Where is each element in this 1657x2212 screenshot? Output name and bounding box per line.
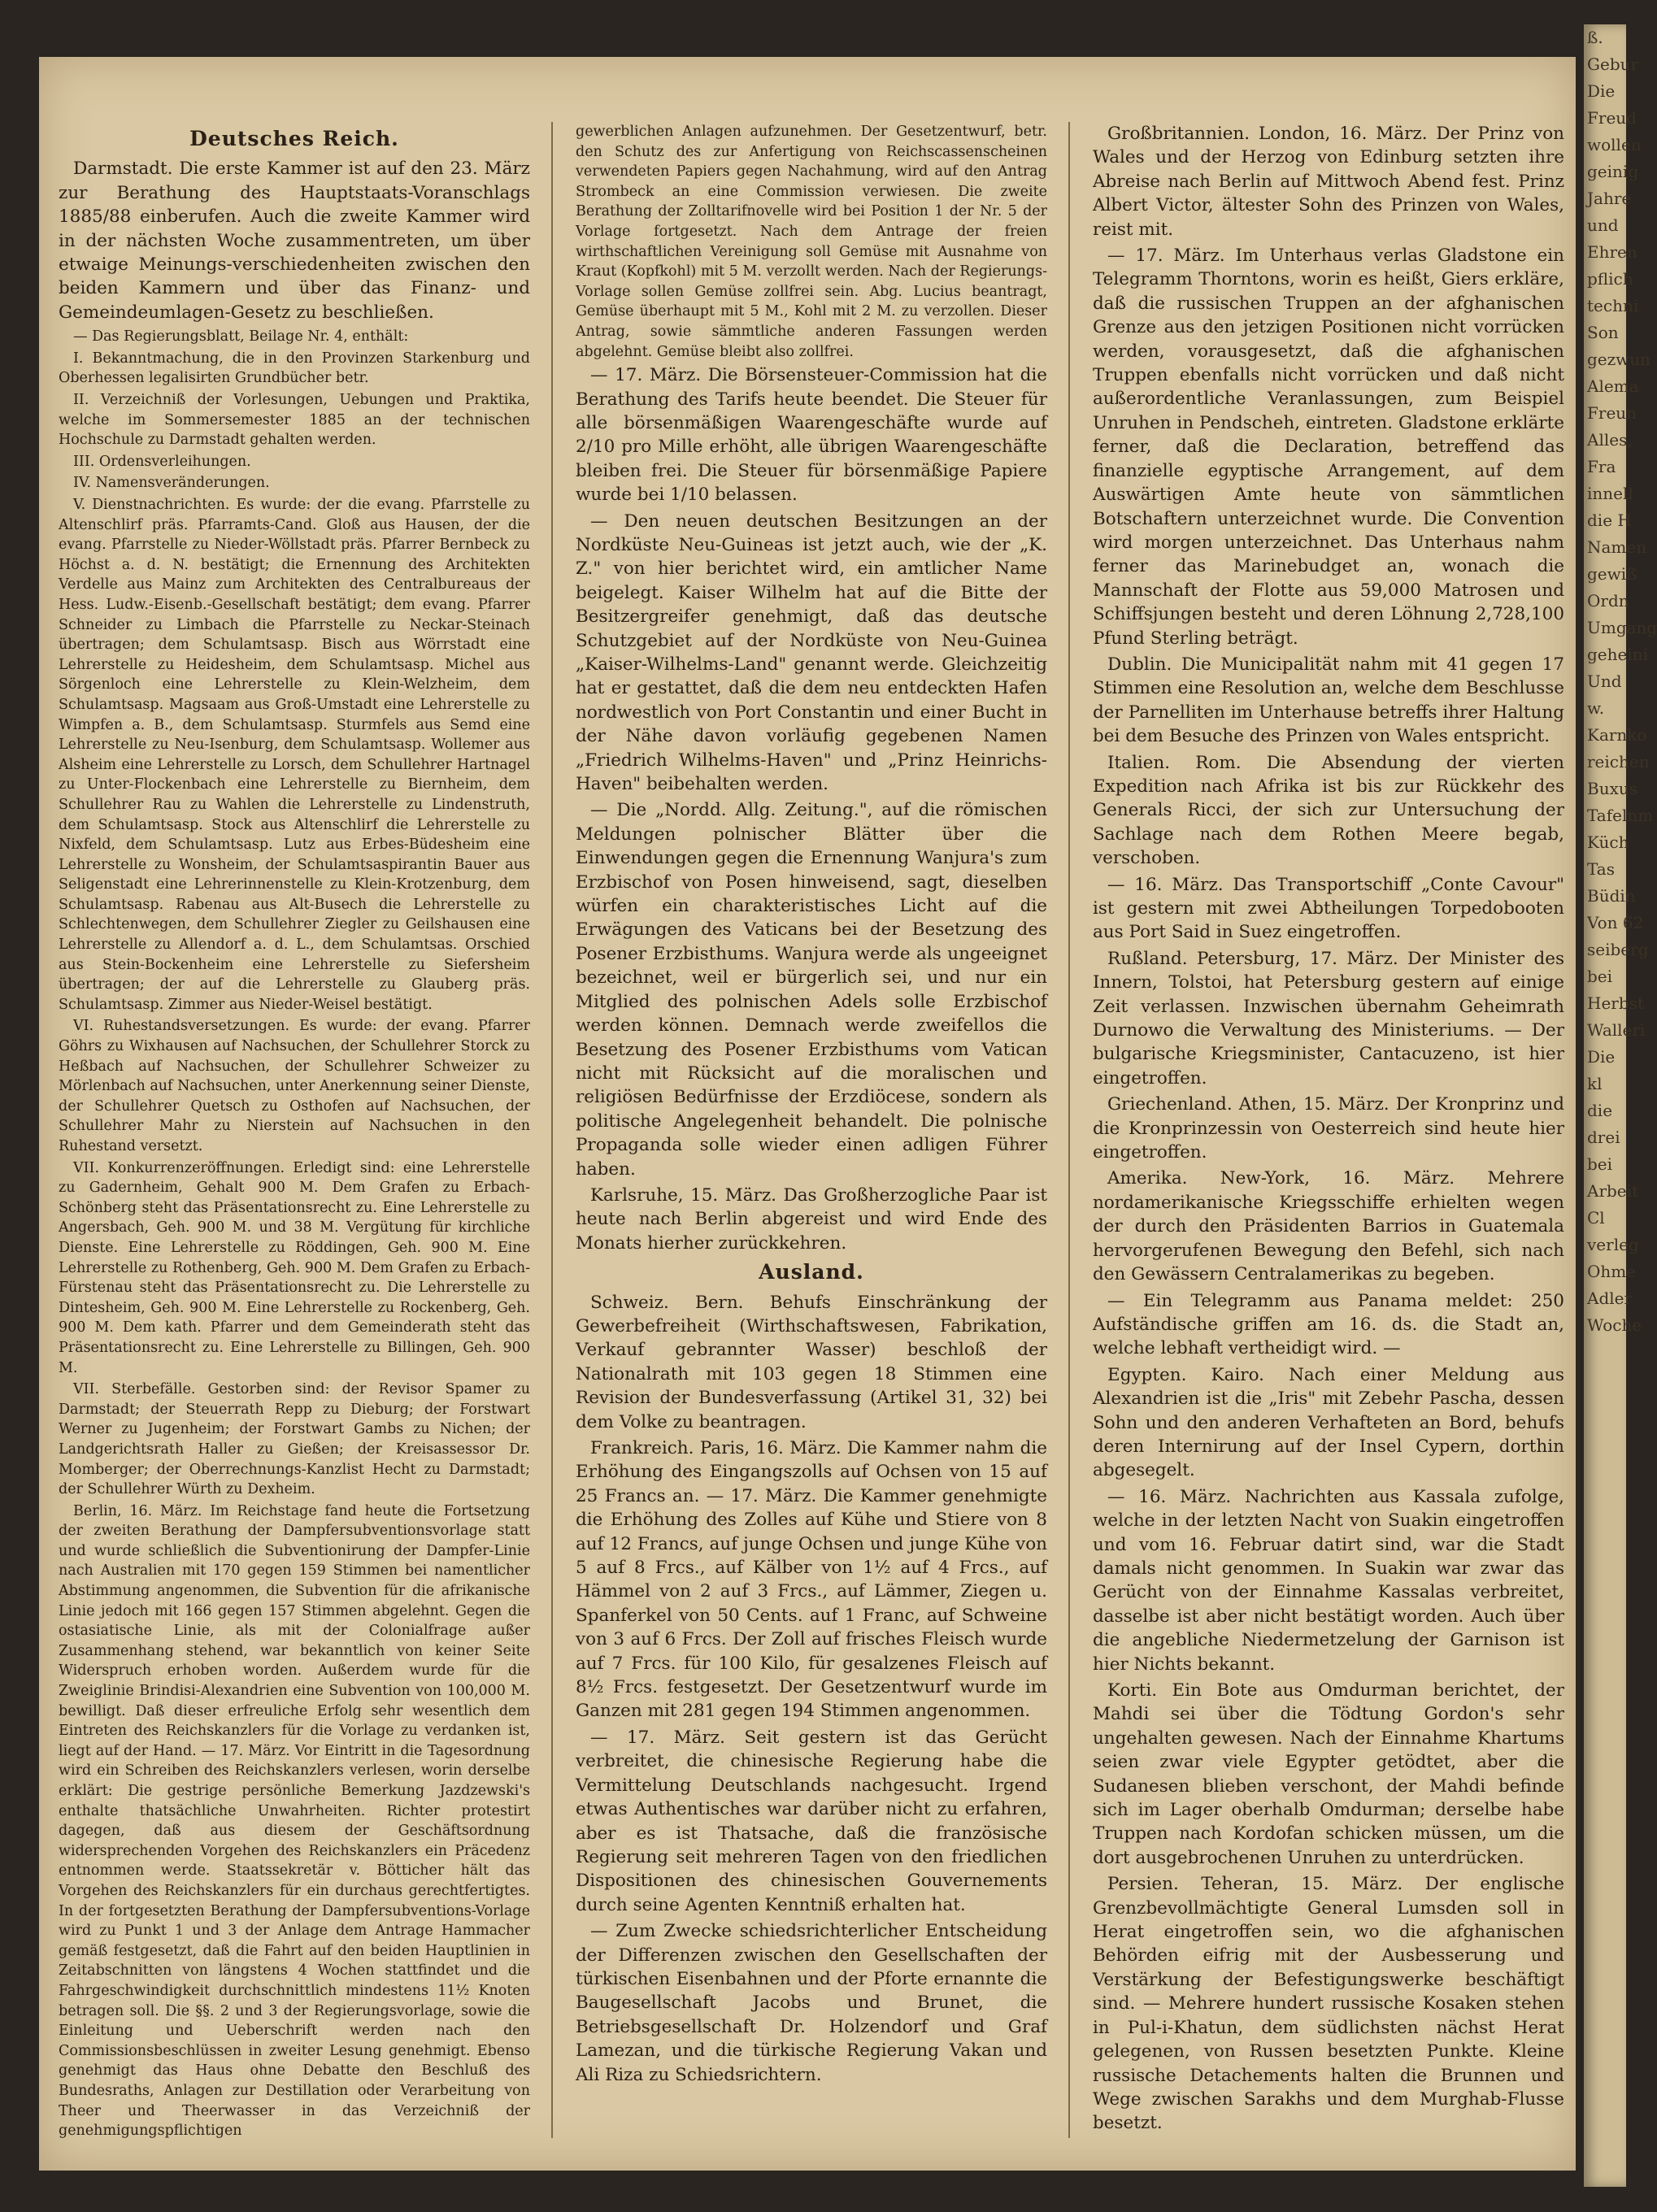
next-page-fragment: Herbst	[1587, 993, 1644, 1013]
next-page-fragment: Woche	[1587, 1315, 1642, 1335]
next-page-fragment: bei	[1587, 1154, 1613, 1174]
article-paragraph: Korti. Ein Bote aus Omdurman berichtet, der Mahdi sei über die Tödtung Gordon's sehr ungehalten gewesen. Nach der Einnahme Khartums seien zwar viele Egypter getödtet, aber die Sudanesen blieben verschont, der Mahdi befinde sich im Lager oberhalb Omdurman; derselbe habe Truppen nach Kordofan schicken müssen, um die dort ausgebrochenen Unruhen zu unterdrücken.	[1093, 1680, 1564, 1868]
section-heading-deutsches-reich: Deutsches Reich.	[189, 127, 399, 150]
article-paragraph: — Den neuen deutschen Besitzungen an der Nordküste Neu-Guineas ist jetzt auch, wie der „K. Z." von hier berichtet wird, ein amtlicher Name beigelegt. Kaiser Wilhelm hat auf die Bitte der Besitzergreifer genehmigt, daß das deutsche Schutzgebiet auf der Nordküste von Neu-Guinea „Kaiser-Wilhelms-Land" genannt werde. Gleichzeitig hat er gestattet, daß die dem neu entdeckten Hafen nordwestlich von Port Constantin und einer Bucht in der Nähe davon vorläufig gegebenen Namen „Friedrich Wilhelms-Haven" und „Prinz Heinrichs-Haven" beibehalten werden.	[576, 511, 1047, 795]
article-paragraph: — 17. März. Die Börsensteuer-Commission hat die Berathung des Tarifs heute beendet. Die Steuer für alle börsenmäßigen Waarengeschäfte wurde auf 2/10 pro Mille erhöht, alle übrigen Waarengeschäfte bleiben frei. Die Steuer für börsenmäßige Papiere wurde bei 1/10 belassen.	[576, 365, 1047, 506]
small-paragraph: I. Bekanntmachung, die in den Provinzen Starkenburg und Oberhessen legalisirten Grundbücher betr.	[59, 350, 530, 387]
article-paragraph: Italien. Rom. Die Absendung der vierten Expedition nach Afrika ist bis zur Rückkehr des Generals Ricci, der sich zur Untersuchung der Sachlage nach dem Rothen Meere begab, verschoben.	[1093, 752, 1564, 869]
next-page-fragment: geheini	[1587, 645, 1649, 664]
next-page-fragment: Büdin	[1587, 886, 1636, 906]
column-right	[1093, 122, 1564, 2138]
next-page-fragment: Freud	[1587, 108, 1637, 128]
small-paragraph: VI. Ruhestandsversetzungen. Es wurde: der evang. Pfarrer Göhrs zu Wixhausen auf Nachsuchen, der Schullehrer Storck zu Heßbach auf Nachsuchen, der Schullehrer Schweizer zu Mörlenbach auf Nachsuchen, unter Anerkennung seiner Dienste, der Schullehrer Quetsch zu Osthofen auf Nachsuchen, der Schullehrer Mahr zu Nierstein auf Nachsuchen in den Ruhestand versetzt.	[59, 1018, 530, 1154]
column-rule	[551, 122, 553, 2138]
article-paragraph: Amerika. New-York, 16. März. Mehrere nordamerikanische Kriegsschiffe erhielten wegen der durch den Präsidenten Barrios in Guatemala hervorgerufenen Bewegung den Befehl, sich nach den Gewässern Centralamerikas zu begeben.	[1093, 1168, 1564, 1285]
next-page-fragment: die	[1587, 1101, 1613, 1120]
article-paragraph: Dublin. Die Municipalität nahm mit 41 gegen 17 Stimmen eine Resolution an, welche dem Beschlusse der Parnelliten im Unterhause betreffs ihrer Haltung bei dem Besuche des Prinzen von Wales entspricht.	[1093, 654, 1564, 747]
article-paragraph: — Zum Zwecke schiedsrichterlicher Entscheidung der Differenzen zwischen den Gesellschaften der türkischen Eisenbahnen und der Pforte ernannte die Baugesellschaft Jacobs und Brunet, die Betriebsgesellschaft Dr. Holzendorf und Graf Lamezan, und die türkische Regierung Vakan und Ali Riza zu Schiedsrichtern.	[576, 1921, 1047, 2085]
next-page-fragment: die H	[1587, 511, 1632, 530]
next-page-fragment: Tafelnm	[1587, 806, 1654, 825]
next-page-fragment: bei	[1587, 967, 1613, 986]
article-paragraph: — 16. März. Nachrichten aus Kassala zufolge, welche in der letzten Nacht von Suakin eingetroffen und vom 16. Februar datirt sind, war die Stadt damals nicht genommen. In Suakin war zwar das Gerücht von der Einnahme Kassalas verbreitet, dasselbe ist aber nicht bestätigt worden. Auch über die angebliche Niedermetzelung der Garnison ist hier Nichts bekannt.	[1093, 1486, 1564, 1675]
reichstag-continuation	[576, 122, 1047, 362]
next-page-fragment: Arbeit	[1587, 1181, 1639, 1201]
section-heading-ausland: Ausland.	[759, 1260, 864, 1284]
next-page-fragment: Umgang	[1587, 618, 1657, 637]
next-page-fragment: pflich	[1587, 269, 1633, 289]
next-page-fragment: Und	[1587, 671, 1622, 691]
small-paragraph: Berlin, 16. März. Im Reichstage fand heute die Fortsetzung der zweiten Berathung der Dampfersubventionsvorlage statt und wurde schließlich die Subventionirung der Dampfer-Linie nach Australien mit 170 gegen 159 Stimmen bei namentlicher Abstimmung angenommen, die Subvention für die afrikanische Linie jedoch mit 166 gegen 157 Stimmen abgelehnt. Gegen die ostasiatische Linie, als mit der Colonialfrage außer Zusammenhang stehend, war bekanntlich von keiner Seite Widerspruch erhoben worden. Außerdem wurde für die Zweiglinie Brindisi-Alexandrien eine Subvention von 100,000 M. bewilligt. Daß dieser erfreuliche Erfolg sehr wesentlich dem Eintreten des Reichskanzlers für die Vorlage zu verdanken ist, liegt auf der Hand. — 17. März. Vor Eintritt in die Tagesordnung wird ein Schreiben des Reichskanzlers verlesen, worin derselbe erklärt: Die gestrige persönliche Bemerkung Jazdzewski's enthalte thatsächliche Unwahrheiten. Richter protestirt dagegen, daß aus diesem der Geschäftsordnung widersprechenden Vorgehen des Reichskanzlers ein Präcedenz entnommen werde. Staatssekretär v. Bötticher hält das Vorgehen des Reichskanzlers für ein durchaus gerechtfertigtes. In der fortgesetzten Berathung der Dampfersubventions-Vorlage wird zu Punkt 1 und 3 der Anlage dem Antrage Hammacher gemäß festgesetzt, daß die Fahrt auf den beiden Hauptlinien in Zeitabschnitten von längstens 4 Wochen stattfindet und die Fahrgeschwindigkeit durchschnittlich mindestens 11½ Knoten betragen soll. Die §§. 2 und 3 der Regierungsvorlage, sowie die Einleitung und Ueberschrift werden nach den Commissionsbeschlüssen in zweiter Lesung genehmigt. Ebenso genehmigt das Haus ohne Debatte den Beschluß des Bundesraths, Anlagen zur Destillation oder Verarbeitung von Theer und Theerwasser in das Verzeichniß der genehmigungspflichtigen	[59, 1502, 530, 2140]
next-page-fragment: Von 62	[1587, 913, 1644, 932]
article-paragraph: — 16. März. Das Transportschiff „Conte Cavour" ist gestern mit zwei Abtheilungen Torpedobooten aus Port Said in Suez eingetroffen.	[1093, 874, 1564, 943]
small-paragraph: II. Verzeichniß der Vorlesungen, Uebungen und Praktika, welche im Sommersemester 1885 an der technischen Hochschule zu Darmstadt gehalten werden.	[59, 392, 530, 449]
next-page-fragment: Karnko	[1587, 725, 1647, 745]
article-paragraph: Rußland. Petersburg, 17. März. Der Minister des Innern, Tolstoi, hat Petersburg gestern auf einige Zeit verlassen. Inzwischen übernahm Geheimrath Durnowo die Verwaltung des Ministeriums. — Der bulgarische Kriegsminister, Cantacuzeno, ist hier eingetroffen.	[1093, 948, 1564, 1089]
next-page-fragment: wollen	[1587, 135, 1642, 154]
next-page-fragment: w.	[1587, 698, 1605, 718]
next-page-fragment: Die	[1587, 81, 1616, 101]
next-page-edge	[1584, 24, 1657, 2187]
article-paragraph: — Die „Nordd. Allg. Zeitung.", auf die römischen Meldungen polnischer Blätter über die Einwendungen gegen die Ernennung Wanjura's zum Erzbischof von Posen hinweisend, sagt, dieselben würfen ein charakteristisches Licht auf die Erwägungen des Vaticans bei der Besetzung des Posener Erzbisthums. Wanjura werde als ungeeignet bezeichnet, weil er bürgerlich sei, und nur ein Mitglied des polnischen Adels solle Erzbischof werden können. Demnach werde zweifellos die Besetzung des Posener Erzbisthums vom Vatican nicht mit Rücksicht auf die moralischen und religiösen Bedürfnisse der Erzdiöcese, sondern als politische Angelegenheit behandelt. Die polnische Propaganda solle wieder einen adligen Führer haben.	[576, 800, 1047, 1180]
next-page-fragment: seiberg	[1587, 940, 1649, 959]
next-page-fragment: Tas	[1587, 859, 1615, 879]
next-page-fragment: Walleri	[1587, 1020, 1646, 1040]
column-middle	[576, 122, 1047, 2138]
next-page-fragment: Gebur	[1587, 54, 1639, 74]
next-page-fragment: Buxus	[1587, 779, 1638, 798]
next-page-fragment: Die	[1587, 1047, 1616, 1067]
small-paragraph: VII. Konkurrenzeröffnungen. Erledigt sind: eine Lehrerstelle zu Gadernheim, Gehalt 900 M. Dem Grafen zu Erbach-Schönberg steht das Präsentationsrecht zu. Eine Lehrerstelle zu Angersbach, Geh. 900 M. und 38 M. Vergütung für kirchliche Dienste. Eine Lehrerstelle zu Röddingen, Geh. 900 M. Eine Lehrerstelle zu Rothenberg, Geh. 900 M. Dem Grafen zu Erbach-Fürstenau steht das Präsentationsrecht zu. Die Lehrerstelle zu Dintesheim, Geh. 900 M. Eine Lehrerstelle zu Rockenberg, Geh. 900 M. Dem kath. Pfarrer und dem Gemeinderath steht das Präsentationsrecht zu. Eine Lehrerstelle zu Billingen, Geh. 900 M.	[59, 1159, 530, 1376]
next-page-fragment: geinig	[1587, 162, 1639, 181]
small-paragraph: IV. Namensveränderungen.	[73, 475, 270, 492]
next-page-fragment: Ordn	[1587, 591, 1629, 611]
next-page-fragment: Küch	[1587, 832, 1629, 852]
next-page-fragment: Son	[1587, 323, 1619, 342]
next-page-fragment: Ohme	[1587, 1262, 1637, 1281]
next-page-fragment: gewiß	[1587, 564, 1637, 584]
next-page-fragment: kl	[1587, 1074, 1603, 1093]
article-paragraph: Schweiz. Bern. Behufs Einschränkung der Gewerbefreiheit (Wirthschaftswesen, Fabrikation, Verkauf gebrannter Wasser) beschloß der Nationalrath mit 103 gegen 18 Stimmen eine Revision der Bundesverfassung (Artikel 31, 32) bei dem Volke zu beantragen.	[576, 1292, 1047, 1432]
next-page-fragment: Cl	[1587, 1208, 1605, 1228]
next-page-fragment: Namen	[1587, 537, 1647, 557]
article-paragraph: Frankreich. Paris, 16. März. Die Kammer nahm die Erhöhung des Eingangszolls auf Ochsen von 15 auf 25 Francs an. — 17. März. Die Kammer genehmigte die Erhöhung des Zolles auf Kühe und Stiere von 8 auf 12 Francs, auf junge Ochsen und junge Kühe von 5 auf 8 Frcs., auf Kälber von 1½ auf 4 Frcs., auf Hämmel von 2 auf 3 Frcs., auf Lämmer, Ziegen u. Spanferkel von 50 Cents. auf 1 Franc, auf Schweine von 3 auf 6 Frcs. Der Zoll auf frisches Fleisch wurde auf 7 Frcs. für 100 Kilo, für gesalzenes Fleisch auf 8½ Frcs. festgesetzt. Der Gesetzentwurf wurde im Ganzen mit 281 gegen 194 Stimmen angenommen.	[576, 1438, 1047, 1722]
small-paragraph: V. Dienstnachrichten. Es wurde: der die evang. Pfarrstelle zu Altenschlirf präs. Pfarramts-Cand. Gloß aus Hausen, der die evang. Pfarrstelle zu Nieder-Wöllstadt präs. Pfarrer Bernbeck zu Höchst a. d. N. bestätigt; die Ernennung des Architekten Verdelle aus Mainz zum Architekten des Centralbureaus der Hess. Ludw.-Eisenb.-Gesellschaft bestätigt; dem evang. Pfarrer Schneider zu Limbach die Pfarrstelle zu Neckar-Steinach übertragen; dem Schulamtsasp. Bisch aus Wörrstadt eine Lehrerstelle zu Heidesheim, dem Schulamtsasp. Michel aus Sörgenloch eine Lehrerstelle zu Klein-Welzheim, dem Schulamtsasp. Magsaam aus Groß-Umstadt eine Lehrerstelle zu Wimpfen a. B., dem Schulamtsasp. Sturmfels aus Semd eine Lehrerstelle zu Neu-Isenburg, dem Schulamtsasp. Wollemer aus Alsheim eine Lehrerstelle zu Lorsch, dem Schullehrer Hartnagel zu Unter-Flockenbach eine Lehrerstelle zu Biernheim, dem Schullehrer Rau zu Wahlen die Lehrerstelle zu Lindenstruth, dem Schulamtsasp. Stock aus Altenschlirf die Lehrerstelle zu Nixfeld, dem Schulamtsasp. Lutz aus Erbes-Büdesheim eine Lehrerstelle zu Wonsheim, der Schulamtsaspirantin Bauer aus Seligenstadt eine Lehrerinnenstelle zu Klein-Krotzenburg, dem Schulamtsasp. Rabenau aus Alt-Busech die Lehrerstelle zu Schlechtenwegen, dem Schullehrer Ziegler zu Geilshausen eine Lehrerstelle zu Allendorf a. d. L., dem Schulamtsas. Orschied aus Stein-Bockenheim eine Lehrerstelle zu Siefersheim übertragen; der auf die Lehrerstelle zu Glauberg präs. Schulamtsasp. Zimmer aus Nieder-Weisel bestätigt.	[59, 497, 530, 1013]
next-page-fragment: reichen	[1587, 752, 1650, 771]
next-page-fragment: ß.	[1587, 28, 1603, 47]
next-page-fragment: innell	[1587, 484, 1633, 503]
next-page-fragment: drei	[1587, 1128, 1620, 1147]
next-page-fragment: Jahre	[1587, 189, 1632, 208]
small-paragraph: — Das Regierungsblatt, Beilage Nr. 4, enthält:	[73, 328, 409, 345]
next-page-fragment: Fra	[1587, 457, 1616, 476]
next-page-fragment: und	[1587, 215, 1619, 235]
small-paragraph: III. Ordensverleihungen.	[73, 453, 251, 470]
small-paragraph: gewerblichen Anlagen aufzunehmen. Der Gesetzentwurf, betr. den Schutz des zur Anfertigung von Reichscassenscheinen verwendeten Papiers gegen Nachahmung, wird auf den Antrag Strombeck an eine Commission verwiesen. Die zweite Berathung der Zolltarifnovelle wird bei Position 1 der Nr. 5 der Vorlage fortgesetzt. Nach dem Antrage der freien wirthschaftlichen Vereinigung soll Gemüse mit Ausnahme von Kraut (Kopfkohl) mit 5 M. verzollt werden. Nach der Regierungs-Vorlage sollen Gemüse zollfrei sein. Abg. Lucius beantragt, Gemüse überhaupt mit 5 M., Kohl mit 2 M. zu verzollen. Dieser Antrag, sowie sämmtliche anderen Fassungen werden abgelehnt. Gemüse bleibt also zollfrei.	[576, 124, 1047, 360]
next-page-fragment: Freun	[1587, 403, 1637, 423]
regierungsblatt-block	[59, 327, 530, 2140]
article-paragraph: — 17. März. Seit gestern ist das Gerücht verbreitet, die chinesische Regierung habe die Vermittelung Deutschlands nachgesucht. Irgend etwas Authentisches war darüber nicht zu erfahren, aber es ist Thatsache, daß die französische Regierung seit mehreren Tagen von den friedlichen Dispositionen des chinesischen Gouvernements durch seine Agenten Kenntniß erhalten hat.	[576, 1727, 1047, 1915]
article-paragraph: — Ein Telegramm aus Panama meldet: 250 Aufständische griffen am 16. ds. die Stadt an, welche lebhaft vertheidigt wird. —	[1093, 1290, 1564, 1359]
next-page-fragment: Alles,	[1587, 430, 1633, 450]
article-paragraph: Persien. Teheran, 15. März. Der englische Grenzbevollmächtigte General Lumsden soll in Herat eingetroffen sein, wo die afghanischen Behörden eifrig mit der Ausbesserung und Verstärkung der Befestigungswerke beschäftigt sind. — Mehrere hundert russische Kosaken stehen in Pul-i-Khatun, dem südlichsten nächst Herat gelegenen, von Russen besetzten Punkte. Kleine russische Detachements halten die Brunnen und Wege zwischen Sarakhs und dem Murghab-Flusse besetzt.	[1093, 1874, 1564, 2134]
next-page-fragment: Alema	[1587, 376, 1639, 396]
article-paragraph: Griechenland. Athen, 15. März. Der Kronprinz und die Kronprinzessin von Oesterreich sind heute hier eingetroffen.	[1093, 1094, 1564, 1163]
article-paragraph: Karlsruhe, 15. März. Das Großherzogliche Paar ist heute nach Berlin abgereist und wird Ende des Monats hierher zurückkehren.	[576, 1184, 1047, 1254]
column-left	[59, 122, 530, 2138]
newspaper-page	[39, 57, 1576, 2171]
column-rule	[1068, 122, 1070, 2138]
article-paragraph: Egypten. Kairo. Nach einer Meldung aus Alexandrien ist die „Iris" mit Zebehr Pascha, dessen Sohn und den anderen Verhafteten an Bord, behufs deren Internirung auf der Insel Cypern, dorthin abgesegelt.	[1093, 1364, 1564, 1481]
article-paragraph: Darmstadt. Die erste Kammer ist auf den 23. März zur Berathung des Hauptstaats-Voranschlags 1885/88 einberufen. Auch die zweite Kammer wird in der nächsten Woche zusammentreten, um über etwaige Meinungs-verschiedenheiten zwischen den beiden Kammern und über das Finanz- und Gemeindeumlagen-Gesetz zu beschließen.	[59, 159, 530, 323]
next-page-fragment: Ehren	[1587, 242, 1637, 262]
small-paragraph: VII. Sterbefälle. Gestorben sind: der Revisor Spamer zu Darmstadt; der Steuerrath Repp zu Dieburg; der Forstwart Werner zu Jugenheim; der Forstwart Gambs zu Nichen; der Landgerichtsrath Haller zu Gießen; der Kreisassessor Dr. Momberger; der Oberrechnungs-Kanzlist Hecht zu Darmstadt; der Schullehrer Würth zu Dexheim.	[59, 1381, 530, 1498]
next-page-fragment: gezwun	[1587, 350, 1651, 369]
next-page-fragment: Adler	[1587, 1289, 1633, 1308]
article-paragraph: — 17. März. Im Unterhaus verlas Gladstone ein Telegramm Thorntons, worin es heißt, Giers erkläre, daß die russischen Truppen an der afghanischen Grenze aus den jetzigen Positionen nicht vorrücken werden, vorausgesetzt, daß die afghanischen Truppen ebenfalls nicht vorrücken und daß nicht außerordentliche Veranlassungen, zum Beispiel Unruhen in Pendscheh, eintreten. Gladstone erklärte ferner, daß die Declaration, betreffend das finanzielle egyptische Arrangement, auf dem Auswärtigen Amte heute von sämmtlichen Botschaftern unterzeichnet wurde. Die Convention wird morgen unterzeichnet. Das Unterhaus nahm ferner das Marinebudget an, wonach die Mannschaft der Flotte aus 59,000 Matrosen und Schiffsjungen besteht und deren Löhnung 2,728,100 Pfund Sterling beträgt.	[1093, 246, 1564, 649]
article-paragraph: Großbritannien. London, 16. März. Der Prinz von Wales und der Herzog von Edinburg setzten ihre Abreise nach Berlin auf Mittwoch Abend fest. Prinz Albert Victor, ältester Sohn des Prinzen von Wales, reist mit.	[1093, 124, 1564, 240]
next-page-fragment: techni	[1587, 296, 1639, 315]
next-page-fragment: verleg	[1587, 1235, 1639, 1254]
